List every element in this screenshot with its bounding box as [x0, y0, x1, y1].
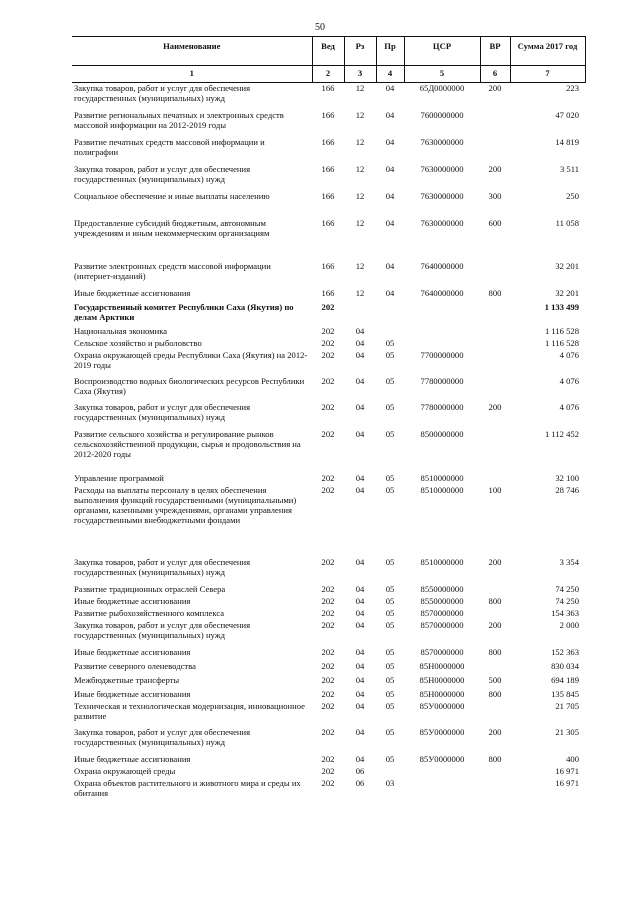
- header-pr: Пр: [376, 37, 404, 66]
- row-sum: 1 133 499: [544, 301, 579, 312]
- row-sum: 694 189: [551, 674, 579, 685]
- row-vr: [480, 429, 510, 473]
- row-rz: 04: [355, 753, 365, 764]
- row-sum: 154 363: [551, 607, 579, 618]
- row-pr: 05: [385, 472, 395, 483]
- row-ved: 202: [321, 349, 335, 360]
- row-csr: 65Д0000000: [419, 83, 465, 93]
- row-ved: 202: [321, 375, 335, 386]
- table-row: [72, 110, 585, 137]
- row-name: Развитие электронных средств массовой информации (интернет-изданий): [74, 260, 271, 281]
- table-row: [72, 338, 585, 350]
- row-pr: 05: [385, 375, 395, 386]
- column-number-row: [72, 66, 585, 83]
- col-number: 2: [312, 66, 344, 83]
- table-row: [72, 376, 585, 402]
- row-vr: [480, 376, 510, 402]
- header-csr: ЦСР: [404, 37, 480, 66]
- table-row: [72, 557, 585, 584]
- row-sum: 250: [566, 190, 579, 201]
- row-pr: 05: [385, 674, 395, 685]
- table-row: [72, 620, 585, 647]
- row-rz: 04: [355, 337, 365, 348]
- row-ved: 166: [321, 109, 335, 120]
- row-name: Иные бюджетные ассигнования: [74, 646, 191, 657]
- col-number: 6: [480, 66, 510, 83]
- row-pr: 05: [385, 646, 395, 657]
- row-sum: 32 100: [555, 472, 579, 483]
- row-sum: 1 116 528: [544, 325, 579, 336]
- table-row: [72, 701, 585, 727]
- row-name: Предоставление субсидий бюджетным, автономным учреждениям и иным некоммерческим организациям: [74, 217, 270, 238]
- row-sum: 3 354: [559, 556, 579, 567]
- row-csr: 7630000000: [420, 136, 464, 147]
- row-name: Иные бюджетные ассигнования: [74, 595, 191, 606]
- row-ved: 202: [321, 619, 335, 630]
- row-pr: 04: [385, 287, 395, 298]
- row-vr: [480, 473, 510, 485]
- row-rz: 04: [355, 428, 365, 439]
- table-row: [72, 727, 585, 754]
- row-rz: 04: [355, 700, 365, 711]
- row-csr: 7700000000: [420, 349, 464, 360]
- table-row: [72, 766, 585, 778]
- row-pr: 05: [385, 660, 395, 671]
- row-csr: 8510000000: [420, 556, 464, 567]
- row-name: Закупка товаров, работ и услуг для обеспечения государственных (муниципальных) нужд: [74, 726, 251, 747]
- row-rz: 04: [355, 325, 365, 336]
- row-vr: 200: [488, 726, 502, 737]
- row-ved: 166: [321, 287, 335, 298]
- row-name: Расходы на выплаты персоналу в целях обеспечения выполнения функций государственными (муниципальными) органами, казенными учреждениями, органами управления государственными внебюджетными фондами: [74, 484, 297, 525]
- table-row: [72, 473, 585, 485]
- row-ved: 166: [321, 217, 335, 228]
- row-pr: [376, 302, 404, 326]
- col-number: 4: [376, 66, 404, 83]
- row-csr: 85Н0000000: [419, 660, 465, 671]
- row-ved: 202: [321, 556, 335, 567]
- table-row: [72, 778, 585, 804]
- row-csr: 8570000000: [420, 607, 464, 618]
- row-name: Охрана объектов растительного и животного мира и среды их обитания: [74, 777, 301, 798]
- table-row: [72, 83, 585, 110]
- table-row: [72, 429, 585, 473]
- row-pr: 04: [385, 83, 395, 93]
- row-rz: 12: [355, 190, 365, 201]
- row-pr: 05: [385, 726, 395, 737]
- row-pr: 03: [385, 777, 395, 788]
- row-vr: 600: [488, 217, 502, 228]
- row-sum: 152 363: [551, 646, 579, 657]
- table-row: [72, 402, 585, 429]
- row-vr: 800: [488, 595, 502, 606]
- row-rz: 04: [355, 619, 365, 630]
- table-row: [72, 164, 585, 191]
- row-sum: 32 201: [555, 260, 579, 271]
- row-rz: 04: [355, 349, 365, 360]
- row-csr: 7630000000: [420, 190, 464, 201]
- row-pr: 04: [385, 260, 395, 271]
- row-csr: 7630000000: [420, 217, 464, 228]
- row-ved: 202: [321, 583, 335, 594]
- row-vr: [480, 584, 510, 596]
- row-rz: 12: [355, 83, 365, 93]
- row-pr: 05: [385, 337, 395, 348]
- row-ved: 202: [321, 777, 335, 788]
- row-vr: [480, 608, 510, 620]
- row-rz: 04: [355, 726, 365, 737]
- row-pr: 04: [385, 136, 395, 147]
- row-sum: 11 058: [555, 217, 579, 228]
- row-name: Развитие рыбохозяйственного комплекса: [74, 607, 225, 618]
- row-pr: 04: [385, 217, 395, 228]
- row-rz: 04: [355, 556, 365, 567]
- row-ved: 202: [321, 428, 335, 439]
- row-sum: 830 034: [551, 660, 579, 671]
- row-ved: 202: [321, 765, 335, 776]
- row-pr: 05: [385, 753, 395, 764]
- row-name: Межбюджетные трансферты: [74, 674, 180, 685]
- row-ved: 202: [321, 301, 335, 312]
- row-sum: 21 305: [555, 726, 579, 737]
- row-rz: 12: [355, 136, 365, 147]
- table-row: [72, 584, 585, 596]
- row-csr: 8500000000: [420, 428, 464, 439]
- row-name: Охрана окружающей среды Республики Саха (Якутия) на 2012-2019 годы: [74, 349, 308, 370]
- row-vr: 300: [488, 190, 502, 201]
- table-row: [72, 302, 585, 326]
- row-sum: 4 076: [559, 401, 579, 412]
- row-vr: [480, 261, 510, 288]
- table-row: [72, 596, 585, 608]
- row-csr: 7640000000: [420, 287, 464, 298]
- row-ved: 202: [321, 337, 335, 348]
- row-csr: 85У0000000: [419, 726, 465, 737]
- row-rz: 12: [355, 287, 365, 298]
- header-rz: Рз: [344, 37, 376, 66]
- row-vr: [480, 302, 510, 326]
- row-csr: 7780000000: [420, 375, 464, 386]
- row-name: Иные бюджетные ассигнования: [74, 753, 191, 764]
- row-pr: 05: [385, 484, 395, 495]
- row-csr: 7640000000: [420, 260, 464, 271]
- row-ved: 202: [321, 688, 335, 699]
- row-ved: 202: [321, 484, 335, 495]
- table-row: [72, 608, 585, 620]
- row-ved: 202: [321, 325, 335, 336]
- row-pr: 05: [385, 401, 395, 412]
- row-name: Национальная экономика: [74, 325, 168, 336]
- row-rz: 04: [355, 674, 365, 685]
- table-row: [72, 485, 585, 557]
- row-csr: [404, 766, 480, 778]
- table-row: [72, 326, 585, 338]
- row-name: Развитие региональных печатных и электронных средств массовой информации на 2012-2019 годы: [74, 109, 284, 130]
- header-ved: Вед: [312, 37, 344, 66]
- row-name: Государственный комитет Республики Саха (Якутия) по делам Арктики: [74, 301, 294, 322]
- row-vr: 800: [488, 287, 502, 298]
- header-row: [72, 37, 585, 66]
- row-vr: 800: [488, 753, 502, 764]
- row-pr: 04: [385, 190, 395, 201]
- row-vr: 200: [488, 83, 502, 93]
- row-vr: [480, 661, 510, 675]
- row-csr: [404, 302, 480, 326]
- row-pr: 04: [385, 109, 395, 120]
- row-ved: 202: [321, 753, 335, 764]
- row-pr: 05: [385, 349, 395, 360]
- row-sum: 47 020: [555, 109, 579, 120]
- table-row: [72, 261, 585, 288]
- row-rz: 04: [355, 401, 365, 412]
- row-name: Развитие северного оленеводства: [74, 660, 196, 671]
- row-ved: 202: [321, 607, 335, 618]
- row-rz: [344, 302, 376, 326]
- row-csr: 8550000000: [420, 595, 464, 606]
- row-sum: 32 201: [555, 287, 579, 298]
- row-rz: 04: [355, 472, 365, 483]
- row-ved: 166: [321, 136, 335, 147]
- row-name: Закупка товаров, работ и услуг для обеспечения государственных (муниципальных) нужд: [74, 401, 251, 422]
- row-vr: [480, 766, 510, 778]
- row-name: Управление программой: [74, 472, 164, 483]
- row-ved: 202: [321, 646, 335, 657]
- row-csr: 85У0000000: [419, 700, 465, 711]
- row-name: Иные бюджетные ассигнования: [74, 287, 191, 298]
- row-sum: 16 971: [555, 765, 579, 776]
- row-rz: 12: [355, 217, 365, 228]
- row-csr: 8550000000: [420, 583, 464, 594]
- row-ved: 202: [321, 472, 335, 483]
- row-rz: 04: [355, 607, 365, 618]
- row-vr: 500: [488, 674, 502, 685]
- row-ved: 202: [321, 674, 335, 685]
- table-row: [72, 218, 585, 261]
- row-sum: 74 250: [555, 583, 579, 594]
- row-pr: 05: [385, 595, 395, 606]
- row-sum: 1 116 528: [544, 337, 579, 348]
- row-vr: 800: [488, 646, 502, 657]
- row-pr: [376, 326, 404, 338]
- row-name: Развитие традиционных отраслей Севера: [74, 583, 226, 594]
- row-rz: 04: [355, 583, 365, 594]
- page-number: 50: [315, 22, 325, 33]
- row-pr: 05: [385, 428, 395, 439]
- row-pr: 04: [385, 163, 395, 174]
- header-name: Наименование: [72, 37, 312, 66]
- row-rz: 06: [355, 765, 365, 776]
- row-vr: 100: [488, 484, 502, 495]
- row-sum: 3 511: [559, 163, 579, 174]
- row-ved: 202: [321, 595, 335, 606]
- row-sum: 1 112 452: [544, 428, 579, 439]
- row-sum: 74 250: [555, 595, 579, 606]
- row-rz: 12: [355, 163, 365, 174]
- row-rz: 04: [355, 375, 365, 386]
- table-row: [72, 137, 585, 164]
- row-pr: 05: [385, 607, 395, 618]
- row-ved: 166: [321, 83, 335, 93]
- row-name: Развитие сельского хозяйства и регулирование рынков сельскохозяйственной продукции, сырья и продовольствия на 2012-2020 годы: [74, 428, 301, 459]
- row-csr: [404, 338, 480, 350]
- header-sum: Сумма 2017 год: [510, 37, 585, 66]
- row-sum: 28 746: [555, 484, 579, 495]
- row-vr: 800: [488, 688, 502, 699]
- row-name: Воспроизводство водных биологических ресурсов Республики Саха (Якутия): [74, 375, 305, 396]
- row-vr: [480, 778, 510, 804]
- row-ved: 202: [321, 726, 335, 737]
- row-ved: 202: [321, 660, 335, 671]
- col-number: 5: [404, 66, 480, 83]
- row-name: Социальное обеспечение и иные выплаты населению: [74, 190, 270, 201]
- row-pr: 05: [385, 619, 395, 630]
- row-sum: 223: [566, 83, 579, 93]
- row-ved: 202: [321, 401, 335, 412]
- row-csr: 85Н0000000: [419, 674, 465, 685]
- row-csr: [404, 326, 480, 338]
- table-row: [72, 647, 585, 661]
- row-vr: [480, 350, 510, 376]
- row-vr: [480, 701, 510, 727]
- row-csr: 7780000000: [420, 401, 464, 412]
- row-sum: 14 819: [555, 136, 579, 147]
- row-rz: 04: [355, 646, 365, 657]
- row-ved: 166: [321, 163, 335, 174]
- row-rz: 04: [355, 660, 365, 671]
- col-number: 7: [510, 66, 585, 83]
- row-rz: 06: [355, 777, 365, 788]
- table-row: [72, 754, 585, 766]
- table-row: [72, 661, 585, 675]
- row-csr: 85Н0000000: [419, 688, 465, 699]
- row-vr: [480, 326, 510, 338]
- row-pr: 05: [385, 700, 395, 711]
- row-vr: [480, 110, 510, 137]
- row-rz: 12: [355, 260, 365, 271]
- row-csr: 85У0000000: [419, 753, 465, 764]
- row-vr: 200: [488, 401, 502, 412]
- row-vr: 200: [488, 619, 502, 630]
- row-rz: 12: [355, 109, 365, 120]
- row-pr: 05: [385, 583, 395, 594]
- row-rz: 04: [355, 595, 365, 606]
- table-row: [72, 689, 585, 701]
- table-row: [72, 350, 585, 376]
- row-sum: 21 705: [555, 700, 579, 711]
- row-csr: 7630000000: [420, 163, 464, 174]
- table-row: [72, 191, 585, 218]
- row-name: Закупка товаров, работ и услуг для обеспечения государственных (муниципальных) нужд: [74, 163, 251, 184]
- row-csr: 8510000000: [420, 484, 464, 495]
- row-pr: 05: [385, 556, 395, 567]
- row-vr: 200: [488, 163, 502, 174]
- table-row: [72, 288, 585, 302]
- col-number: 1: [72, 66, 312, 83]
- row-pr: 05: [385, 688, 395, 699]
- row-sum: 4 076: [559, 349, 579, 360]
- row-vr: [480, 137, 510, 164]
- row-sum: 2 000: [559, 619, 579, 630]
- row-sum: 135 845: [551, 688, 579, 699]
- row-name: Закупка товаров, работ и услуг для обеспечения государственных (муниципальных) нужд: [74, 556, 251, 577]
- row-ved: 166: [321, 190, 335, 201]
- row-pr: [376, 766, 404, 778]
- budget-table: [72, 36, 586, 804]
- row-vr: [480, 338, 510, 350]
- row-name: Охрана окружающей среды: [74, 765, 176, 776]
- row-rz: 04: [355, 484, 365, 495]
- header-vr: ВР: [480, 37, 510, 66]
- col-number: 3: [344, 66, 376, 83]
- row-name: Сельское хозяйство и рыболовство: [74, 337, 202, 348]
- row-sum: 400: [566, 753, 579, 764]
- row-csr: 8570000000: [420, 619, 464, 630]
- row-name: Иные бюджетные ассигнования: [74, 688, 191, 699]
- row-vr: 200: [488, 556, 502, 567]
- row-name: Техническая и технологическая модернизация, инновационное развитие: [74, 700, 305, 721]
- row-name: Закупка товаров, работ и услуг для обеспечения государственных (муниципальных) нужд: [74, 619, 251, 640]
- table-row: [72, 675, 585, 689]
- row-sum: 4 076: [559, 375, 579, 386]
- row-csr: 8570000000: [420, 646, 464, 657]
- row-rz: 04: [355, 688, 365, 699]
- row-name: Закупка товаров, работ и услуг для обеспечения государственных (муниципальных) нужд: [74, 83, 251, 103]
- row-csr: 8510000000: [420, 472, 464, 483]
- row-csr: 7600000000: [420, 109, 464, 120]
- row-ved: 202: [321, 700, 335, 711]
- row-csr: [404, 778, 480, 804]
- row-sum: 16 971: [555, 777, 579, 788]
- row-ved: 166: [321, 260, 335, 271]
- row-name: Развитие печатных средств массовой информации и полиграфии: [74, 136, 265, 157]
